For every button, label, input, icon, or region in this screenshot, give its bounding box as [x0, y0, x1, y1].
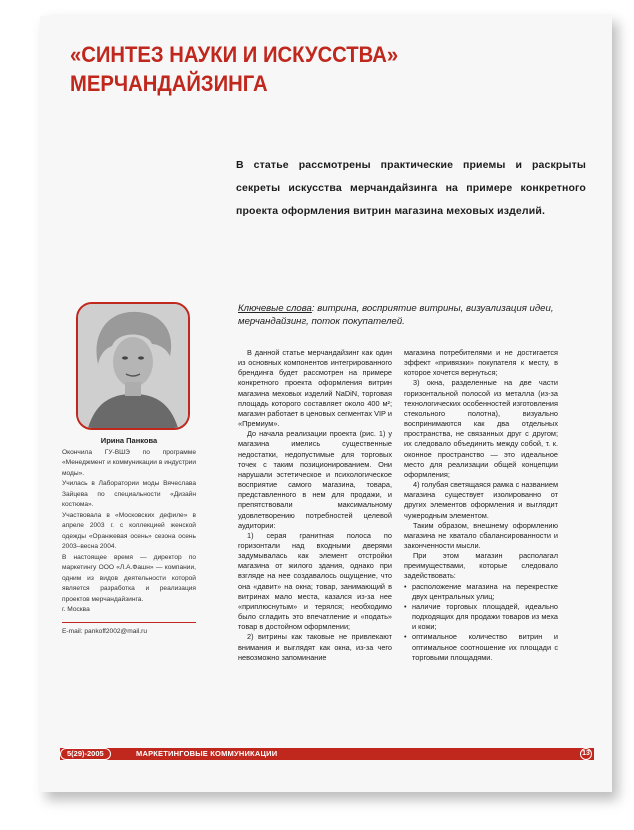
body-paragraph: магазина потребителями и не достигается эффект «привязки» покупателя к месту, в которое хочется вернуться;: [404, 348, 558, 378]
issue-number: 5(29)-2005: [60, 748, 111, 760]
list-item: • оптимальное количество витрин и оптимальное соотношение их площади с торговыми площадями.: [404, 632, 558, 662]
body-paragraph: 3) окна, разделенные на две части горизонтальной полосой из металла (из-за технологических особенностей изготовления стекольного полотна), визуально воспринимаются как два отдельных пространства, не связанных друг с другом; их следовало объединить между собой, т. к. оконное пространство — это идеальное место для реализации общей концепции оформления;: [404, 378, 558, 479]
list-item: • расположение магазина на перекрестке двух центральных улиц;: [404, 582, 558, 602]
body-paragraph: При этом магазин располагал преимуществами, которые следовало задействовать:: [404, 551, 558, 581]
magazine-name: МАРКЕТИНГОВЫЕ КОММУНИКАЦИИ: [136, 749, 278, 758]
body-paragraph: 2) витрины как таковые не привлекают внимания и выглядят как окна, из-за чего невозможно запоминание: [238, 632, 392, 662]
author-city: г. Москва: [62, 606, 90, 613]
title-line-1: «СИНТЕЗ НАУКИ И ИСКУССТВА»: [70, 42, 399, 67]
body-paragraph: 4) голубая светящаяся рамка с названием магазина существует изолированно от других элементов оформления и выглядит чужеродным элементом.: [404, 480, 558, 520]
magazine-page: [40, 16, 612, 792]
bio-paragraph: Участвовала в «Московских дефиле» в апреле 2003 г. с коллекцией женской одежды «Оранжевая осень» сезона осень 2003–весна 2004.: [62, 511, 196, 550]
article-lead: В статье рассмотрены практические приемы и раскрыты секреты искусства мерчандайзинга на примере конкретного проекта оформления витрин магазина меховых изделий.: [236, 159, 586, 217]
title-line-2: МЕРЧАНДАЙЗИНГА: [70, 71, 268, 96]
list-item: • наличие торговых площадей, идеально подходящих для продажи товаров из меха и кожи;: [404, 602, 558, 632]
keywords-text: : витрина, восприятие витрины, визуализация идеи, мерчандайзинг, поток покупателей.: [238, 303, 554, 327]
bio-divider: [62, 622, 196, 623]
article-title: [70, 40, 398, 98]
page-footer: [60, 748, 594, 760]
advantages-list: [404, 582, 558, 663]
body-column-1: [238, 348, 392, 663]
body-column-2: [404, 348, 558, 663]
author-photo: [76, 302, 190, 430]
keywords: [238, 302, 588, 328]
bio-paragraph: В настоящее время — директор по маркетингу ООО «Л.А.Фашн» — компании, одним из видов деятельности которой является разработка и реализация проектов мерчандайзинга.: [62, 553, 196, 603]
body-paragraph: В данной статье мерчандайзинг как один из основных компонентов интегрированного брендинга будет рассмотрен на примере конкретного проекта оформления витрин магазина меховых изделий NaDiN, торговая площадь которого составляет около 400 м²; магазин работает в ценовых сегментах VIP и «Премиум».: [238, 348, 392, 429]
body-paragraph: Таким образом, внешнему оформлению магазина не хватало сбалансированности и законченности мысли.: [404, 520, 558, 550]
bio-paragraph: Училась в Лаборатории моды Вячеслава Зайцева по специальности «Дизайн костюма».: [62, 480, 196, 508]
page-number: 13: [580, 748, 592, 760]
author-bio: [62, 436, 196, 637]
body-paragraph: 1) серая гранитная полоса по горизонтали над входными дверями задумывалась как элемент отстройки магазина от жилого здания, однако при взгляде на нее создавалось ощущение, что она «давит» на окна; товар, занимающий в витринах мало места, казался из-за нее «приплюснутым» и терялся; необходимо было сгладить это впечатление и «подать» товар в достойном оформлении;: [238, 530, 392, 632]
author-email[interactable]: E-mail: pankoff2002@mail.ru: [62, 627, 148, 635]
body-paragraph: До начала реализации проекта (рис. 1) у магазина имелись существенные недостатки, недопустимые для торговых точек с таким позиционированием. Они нарушали эстетическое и психологическое восприятие самого магазина, товара, представленного в нем для продажи, и препятствовали максимальному удовлетворению потребностей целевой аудитории:: [238, 429, 392, 530]
bio-paragraph: Окончила ГУ-ВШЭ по программе «Менеджмент и коммуникации в индустрии моды».: [62, 448, 196, 477]
keywords-label: Ключевые слова: [238, 303, 312, 314]
author-name: Ирина Панкова: [100, 436, 158, 445]
author-portrait-image: [78, 304, 188, 428]
